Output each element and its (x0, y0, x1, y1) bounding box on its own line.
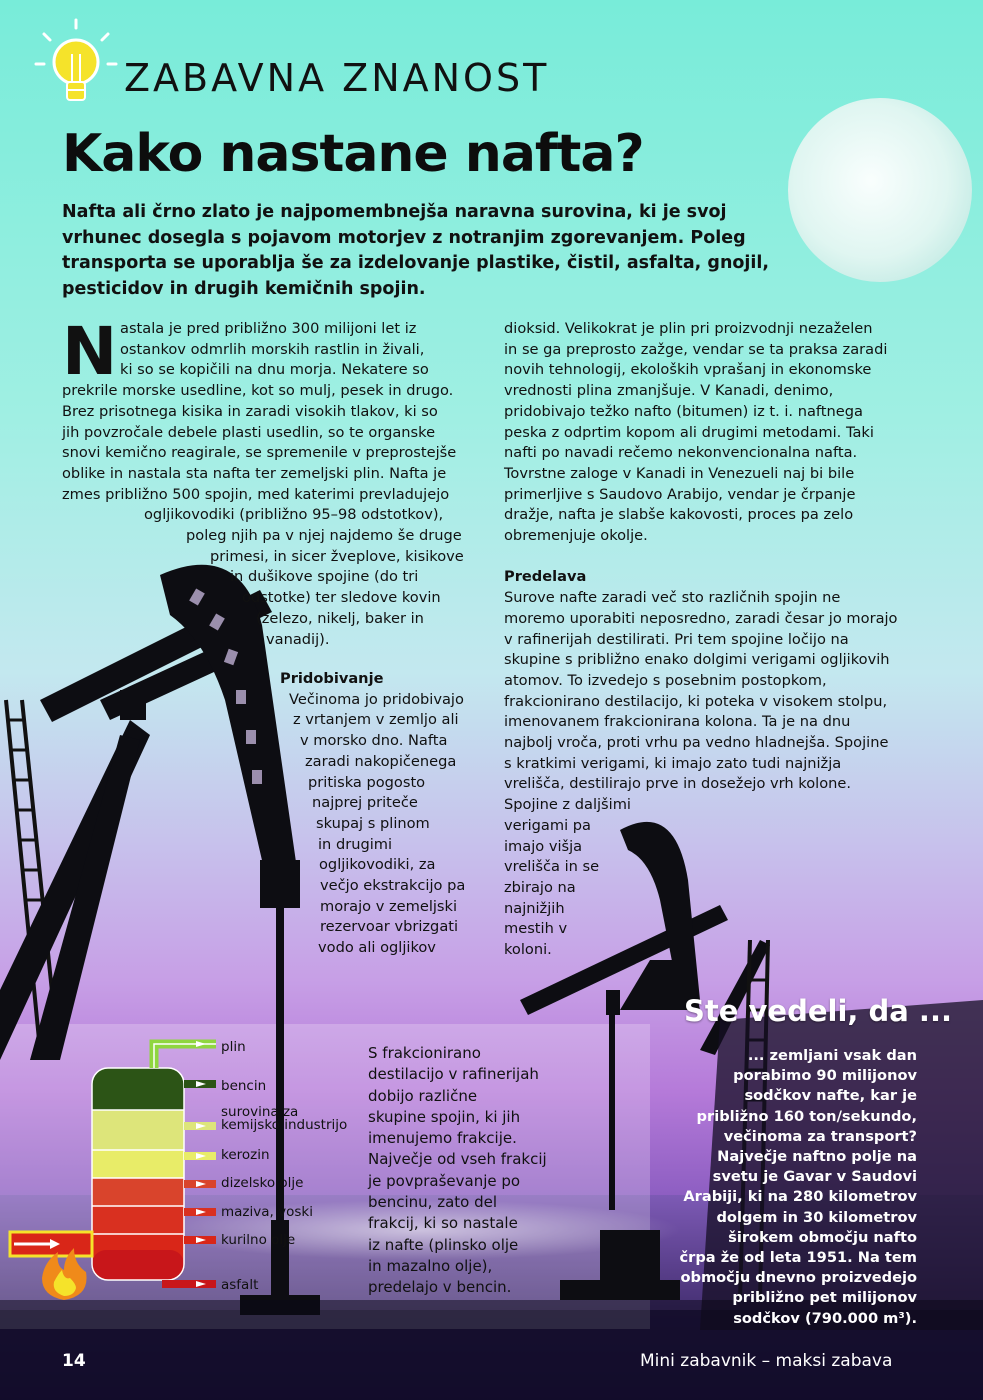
subheading-pridobivanje: Pridobivanje (280, 670, 384, 687)
fact-line: svetu je Gavar v Saudovi (712, 1168, 917, 1186)
caption-line: iz nafte (plinsko olje (368, 1235, 519, 1254)
text-line: (železo, nikelj, baker in (256, 609, 424, 627)
caption-line: skupine spojin, ki jih (368, 1107, 521, 1126)
lead-line: pesticidov in drugih kemičnih spojin. (62, 278, 426, 299)
spacer (504, 547, 924, 568)
text-line: astala je pred približno 300 milijoni let iz (120, 320, 417, 337)
text-line: obremenjuje okolje. (504, 527, 648, 545)
caption-line: in mazalno olje), (368, 1256, 493, 1275)
text-line: mestih v (504, 920, 568, 938)
text-line: verigami pa (504, 816, 591, 834)
text-line: moremo uporabiti neposredno, zaradi česar jo morajo (504, 609, 898, 627)
text-line: ogljikovodiki, za (319, 856, 436, 874)
caption-line: je povpraševanje po (368, 1171, 521, 1190)
page-number: 14 (62, 1351, 86, 1371)
text-line: ostankov odmrlih morskih rastlin in živali, (120, 340, 425, 358)
text-line: najprej priteče (312, 794, 418, 812)
text-line: in dušikove spojine (do tri (230, 568, 419, 586)
text-line: atomov. To izvedejo s posebnim postopkom, (504, 671, 827, 689)
text-line: nafti po navadi rečemo nekonvencionalna nafta. (504, 444, 858, 462)
fraction-label-heating: kurilno olje (221, 1232, 296, 1248)
left-subsection (280, 669, 490, 959)
text-line: prekrile morske usedline, kot so mulj, pesek in drugo. (62, 382, 454, 400)
text-line: najbolj vroča, proti vrhu pa vedno hladnejša. Spojine (504, 734, 889, 752)
text-line: najnižjih (504, 899, 565, 917)
text-line: poleg njih pa v njej najdemo še druge (186, 527, 462, 545)
text-line: s kratkimi verigami, ki imajo zato tudi najnižja (504, 754, 842, 772)
text-line: skupine s približno enako dolgimi verigami ogljikovih (504, 651, 890, 669)
text-line: imajo višja (504, 837, 583, 855)
text-line: in se ga preprosto zažge, vendar se ta praksa zaradi (504, 340, 888, 358)
text-line: v rafinerijah destilirati. Pri tem spojine ločijo na (504, 630, 849, 648)
fact-line: Arabiji, ki na 280 kilometrov (683, 1188, 917, 1206)
text-line: zmes približno 500 spojin, med katerimi prevladujejo (62, 485, 450, 503)
fraction-label-chem-2: kemijsko industrijo (221, 1117, 348, 1133)
fact-line: črpa že od leta 1951. Na tem (679, 1249, 917, 1267)
caption-line: destilacijo v rafinerijah (368, 1065, 539, 1084)
caption-line: frakcij, ki so nastale (368, 1214, 518, 1233)
lead-line: vrhunec dosegla s pojavom motorjev z notranjim zgorevanjem. Poleg (62, 227, 746, 248)
caption-line: Največje od vseh frakcij (368, 1150, 547, 1169)
fraction-label-kerosene: kerozin (221, 1147, 270, 1163)
dropcap: N (62, 313, 118, 390)
left-column (62, 313, 482, 650)
text-line: Brez prisotnega kisika in zaradi visokih tlakov, ki so (62, 402, 438, 420)
text-line: vrednosti plina zmanjšuje. V Kanadi, denimo, (504, 382, 834, 400)
text-line: ki so se kopičili na dnu morja. Nekatere so (120, 361, 429, 379)
fraction-label-petrol: bencin (221, 1078, 267, 1094)
fact-line: širokem območju nafto (728, 1228, 917, 1246)
lead-paragraph (62, 200, 797, 302)
text-line: morajo v zemeljski (320, 897, 458, 915)
fun-fact-text (655, 1046, 917, 1329)
fact-line: ... zemljani vsak dan (747, 1047, 917, 1064)
fact-line: Največje naftno polje na (717, 1148, 917, 1166)
text-line: rezervoar vbrizgati (320, 918, 459, 936)
fact-line: večinoma za transport? (723, 1127, 917, 1145)
text-line: jih povzročale debele plasti usedlin, so te organske (62, 423, 436, 441)
text-line: dražje, nafta je slabše kakovosti, proces pa zelo (504, 506, 854, 524)
text-line: in drugimi (318, 835, 393, 853)
fraction-label-chem-1: surovina za (221, 1104, 299, 1120)
right-column (504, 319, 924, 961)
text-line: snovi kemično reagirale, se spremenile v preprostejše (62, 444, 457, 462)
caption-line: bencinu, zato del (368, 1193, 498, 1212)
text-line: imenovanem frakcionirana kolona. Ta je na dnu (504, 713, 851, 731)
text-line: koloni. (504, 941, 552, 959)
fact-line: približno pet milijonov (732, 1289, 917, 1307)
lead-line: Nafta ali črno zlato je najpomembnejša naravna surovina, ki je svoj (62, 202, 727, 222)
text-line: vanadij). (266, 630, 330, 648)
fact-line: območju dnevno proizvedejo (680, 1269, 917, 1287)
text-line: Surove nafte zaradi več sto različnih spojin ne (504, 589, 841, 607)
text-line: pridobivajo težko nafto (bitumen) iz t. i. naftnega (504, 402, 863, 420)
fraction-label-lubricant: maziva, voski (221, 1204, 313, 1220)
fraction-label-asphalt: asfalt (221, 1277, 259, 1293)
text-line: ogljikovodiki (približno 95–98 odstotkov), (144, 506, 444, 524)
fact-line: porabimo 90 milijonov (733, 1067, 917, 1085)
text-line: odstotke) ter sledove kovin (242, 589, 441, 607)
text-line: novih tehnologij, ekoloških vprašanj in ekonomske (504, 361, 872, 379)
text-line: vodo ali ogljikov (318, 939, 436, 957)
text-line: Večinoma jo pridobivajo (289, 690, 464, 708)
caption-line: dobijo različne (368, 1086, 478, 1105)
fraction-caption (368, 1043, 568, 1299)
text-line: frakcionirano destilacijo, ki poteka v visokem stolpu, (504, 692, 888, 710)
fraction-label-diesel: dizelsko olje (221, 1175, 304, 1191)
fun-fact-title: Ste vedeli, da ... (684, 994, 952, 1028)
fact-line: približno 160 ton/sekundo, (696, 1107, 917, 1125)
text-line: z vrtanjem v zemljo ali (293, 711, 459, 729)
text-line: Spojine z daljšimi (504, 796, 631, 814)
text-line: Tovrstne zaloge v Kanadi in Venezueli naj bi bile (504, 464, 855, 482)
text-line: oblike in nastala sta nafta ter zemeljski plin. Nafta je (62, 464, 447, 482)
fact-line: sodčkov nafte, kar je (744, 1087, 917, 1105)
text-line: dioksid. Velikokrat je plin pri proizvodnji nezaželen (504, 320, 873, 337)
subheading-predelava: Predelava (504, 568, 587, 586)
text-line: peska z odprtim kopom ali drugimi metodami. Taki (504, 423, 874, 441)
text-line: vrelišča in se (504, 858, 600, 876)
text-line: zbirajo na (504, 878, 576, 896)
footer-tagline: Mini zabavnik – maksi zabava (640, 1351, 893, 1371)
page-title: Kako nastane nafta? (62, 124, 644, 184)
caption-line: predelajo v bencin. (368, 1278, 512, 1297)
text-line: primerljive s Saudovo Arabijo, vendar je črpanje (504, 485, 856, 503)
text-line: večjo ekstrakcijo pa (320, 877, 466, 895)
fact-line: dolgem in 30 kilometrov (716, 1208, 917, 1226)
fraction-label-gas: plin (221, 1039, 246, 1055)
text-line: primesi, in sicer žveplove, kisikove (210, 547, 464, 565)
caption-line: S frakcionirano (368, 1044, 481, 1062)
text-line: skupaj s plinom (316, 814, 430, 832)
fact-line: sodčkov (790.000 m³). (733, 1309, 917, 1327)
text-line: pritiska pogosto (308, 773, 426, 791)
caption-line: imenujemo frakcije. (368, 1129, 517, 1148)
text-line: v morsko dno. Nafta (300, 732, 448, 750)
text-line: vrelišča, destilirajo prve in dosežejo vrh kolone. (504, 775, 852, 793)
text-line: zaradi nakopičenega (305, 752, 457, 770)
lead-line: transporta se uporablja še za izdelovanje plastike, čistil, asfalta, gnojil, (62, 253, 770, 273)
section-label: ZABAVNA ZNANOST (124, 56, 550, 100)
